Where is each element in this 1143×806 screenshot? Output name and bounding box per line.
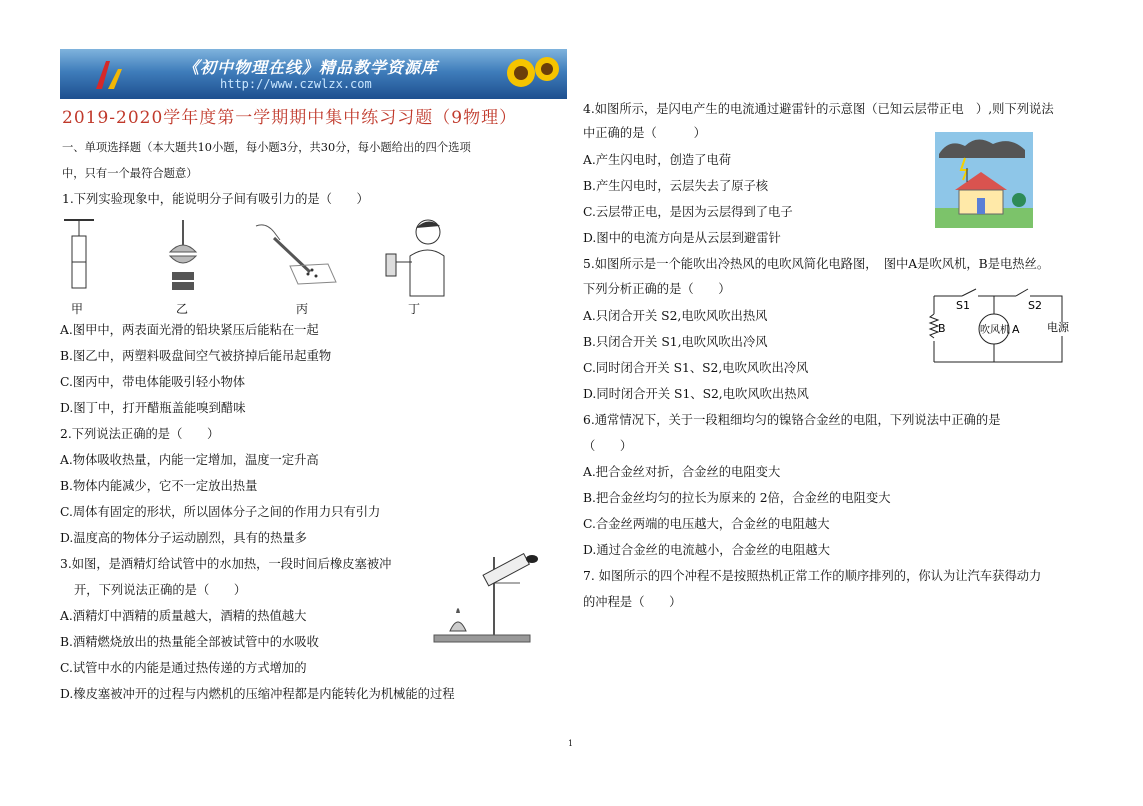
exam-title: 2019-2020学年度第一学期期中集中练习习题（9物理） bbox=[62, 108, 518, 128]
q3-option-b: B.酒精燃烧放出的热量能全部被试管中的水吸收 bbox=[60, 635, 319, 649]
q7-stem-line-1: 7. 如图所示的四个冲程不是按照热机正常工作的顺序排列的，你认为让汽车获得动力 bbox=[583, 569, 1042, 583]
q2-option-d: D.温度高的物体分子运动剧烈，具有的热量多 bbox=[60, 531, 307, 545]
q6-stem-line-1: 6.通常情况下，关于一段粗细均匀的镍铬合金丝的电阻，下列说法中正确的是 bbox=[583, 413, 1001, 427]
q3-option-d: D.橡皮塞被冲开的过程与内燃机的压缩冲程都是内能转化为机械能的过程 bbox=[60, 687, 455, 701]
figure-ding-person-icon bbox=[386, 220, 444, 296]
site-logo-icon bbox=[88, 55, 128, 95]
q6-stem-line-2: （ ） bbox=[583, 439, 633, 453]
q5-label-s1: S1 bbox=[956, 299, 970, 312]
q1-stem: 1.下列实验现象中，能说明分子间有吸引力的是（ ） bbox=[62, 192, 369, 206]
q1-figures bbox=[60, 216, 460, 298]
section-header-line-1: 一、单项选择题（本大题共10小题，每小题3分，共30分，每小题给出的四个选项 bbox=[62, 141, 471, 154]
q5-label-s2: S2 bbox=[1028, 299, 1042, 312]
banner-url[interactable]: http://www.czwlzx.com bbox=[220, 77, 372, 91]
q1-option-d: D.图丁中，打开醋瓶盖能嗅到醋味 bbox=[60, 401, 246, 415]
q5-label-a: A bbox=[1012, 323, 1020, 336]
q1-option-c: C.图丙中，带电体能吸引轻小物体 bbox=[60, 375, 246, 389]
banner-title: 《初中物理在线》精品教学资源库 bbox=[183, 58, 439, 77]
q5-stem-line-2: 下列分析正确的是（ ） bbox=[583, 282, 731, 296]
section-header-line-2: 中，只有一个最符合题意） bbox=[62, 167, 198, 180]
q5-stem-line-1: 5.如图所示是一个能吹出冷热风的电吹风简化电路图， 图中A是吹风机，B是电热丝。 bbox=[583, 257, 1050, 271]
q4-option-d: D.图中的电流方向是从云层到避雷针 bbox=[583, 231, 781, 245]
page-number: 1 bbox=[568, 739, 574, 748]
header-banner bbox=[60, 49, 567, 99]
q5-option-b: B.只闭合开关 S1,电吹风吹出冷风 bbox=[583, 335, 768, 349]
q4-option-c: C.云层带正电，是因为云层得到了电子 bbox=[583, 205, 793, 219]
figure-yi-suction-cups-icon bbox=[170, 220, 196, 290]
q3-stem-line-2: 开，下列说法正确的是（ ） bbox=[74, 583, 247, 597]
q5-circuit-diagram bbox=[924, 284, 1074, 370]
q4-stem-line-1: 4.如图所示，是闪电产生的电流通过避雷针的示意图（已知云层带正电 ）,则下列说法 bbox=[583, 102, 1054, 116]
q1-figure-label-bing: 丙 bbox=[296, 302, 309, 316]
q2-option-b: B.物体内能减少，它不一定放出热量 bbox=[60, 479, 258, 493]
figure-bing-charged-rod-icon bbox=[256, 225, 336, 284]
q6-option-c: C.合金丝两端的电压越大，合金丝的电阻越大 bbox=[583, 517, 830, 531]
sunflower-icon bbox=[499, 51, 563, 97]
q1-figure-label-jia: 甲 bbox=[71, 302, 84, 316]
q5-label-motor: 吹风机 bbox=[980, 325, 1010, 336]
q3-option-a: A.酒精灯中酒精的质量越大，酒精的热值越大 bbox=[60, 609, 307, 623]
q5-label-b: B bbox=[938, 322, 946, 335]
q2-stem: 2.下列说法正确的是（ ） bbox=[60, 427, 220, 441]
q5-label-source: 电源 bbox=[1047, 321, 1069, 334]
q3-option-c: C.试管中水的内能是通过热传递的方式增加的 bbox=[60, 661, 307, 675]
q5-option-c: C.同时闭合开关 S1、S2,电吹风吹出冷风 bbox=[583, 361, 809, 375]
q6-option-b: B.把合金丝均匀的拉长为原来的 2倍，合金丝的电阻变大 bbox=[583, 491, 891, 505]
q2-option-c: C.周体有固定的形状，所以固体分子之间的作用力只有引力 bbox=[60, 505, 381, 519]
q1-option-b: B.图乙中，两塑料吸盘间空气被挤掉后能吊起重物 bbox=[60, 349, 332, 363]
q2-option-a: A.物体吸收热量，内能一定增加，温度一定升高 bbox=[60, 453, 319, 467]
q6-option-d: D.通过合金丝的电流越小，合金丝的电阻越大 bbox=[583, 543, 830, 557]
q5-option-a: A.只闭合开关 S2,电吹风吹出热风 bbox=[583, 309, 768, 323]
q4-stem-line-2: 中正确的是（ ） bbox=[583, 126, 706, 140]
q4-option-b: B.产生闪电时，云层失去了原子核 bbox=[583, 179, 769, 193]
q4-option-a: A.产生闪电时，创造了电荷 bbox=[583, 153, 732, 167]
q4-lightning-rod-figure-icon bbox=[935, 132, 1033, 228]
q7-stem-line-2: 的冲程是（ ） bbox=[583, 595, 682, 609]
q6-option-a: A.把合金丝对折，合金丝的电阻变大 bbox=[583, 465, 781, 479]
q1-figure-label-yi: 乙 bbox=[176, 302, 189, 316]
q1-figure-label-ding: 丁 bbox=[408, 302, 421, 316]
q5-option-d: D.同时闭合开关 S1、S2,电吹风吹出热风 bbox=[583, 387, 809, 401]
q1-option-a: A.图甲中，两表面光滑的铅块紧压后能粘在一起 bbox=[60, 323, 319, 337]
q3-stem-line-1: 3.如图，是酒精灯给试管中的水加热，一段时间后橡皮塞被冲 bbox=[60, 557, 392, 571]
q3-alcohol-lamp-figure-icon bbox=[430, 553, 550, 645]
figure-jia-lead-blocks-icon bbox=[64, 220, 94, 288]
